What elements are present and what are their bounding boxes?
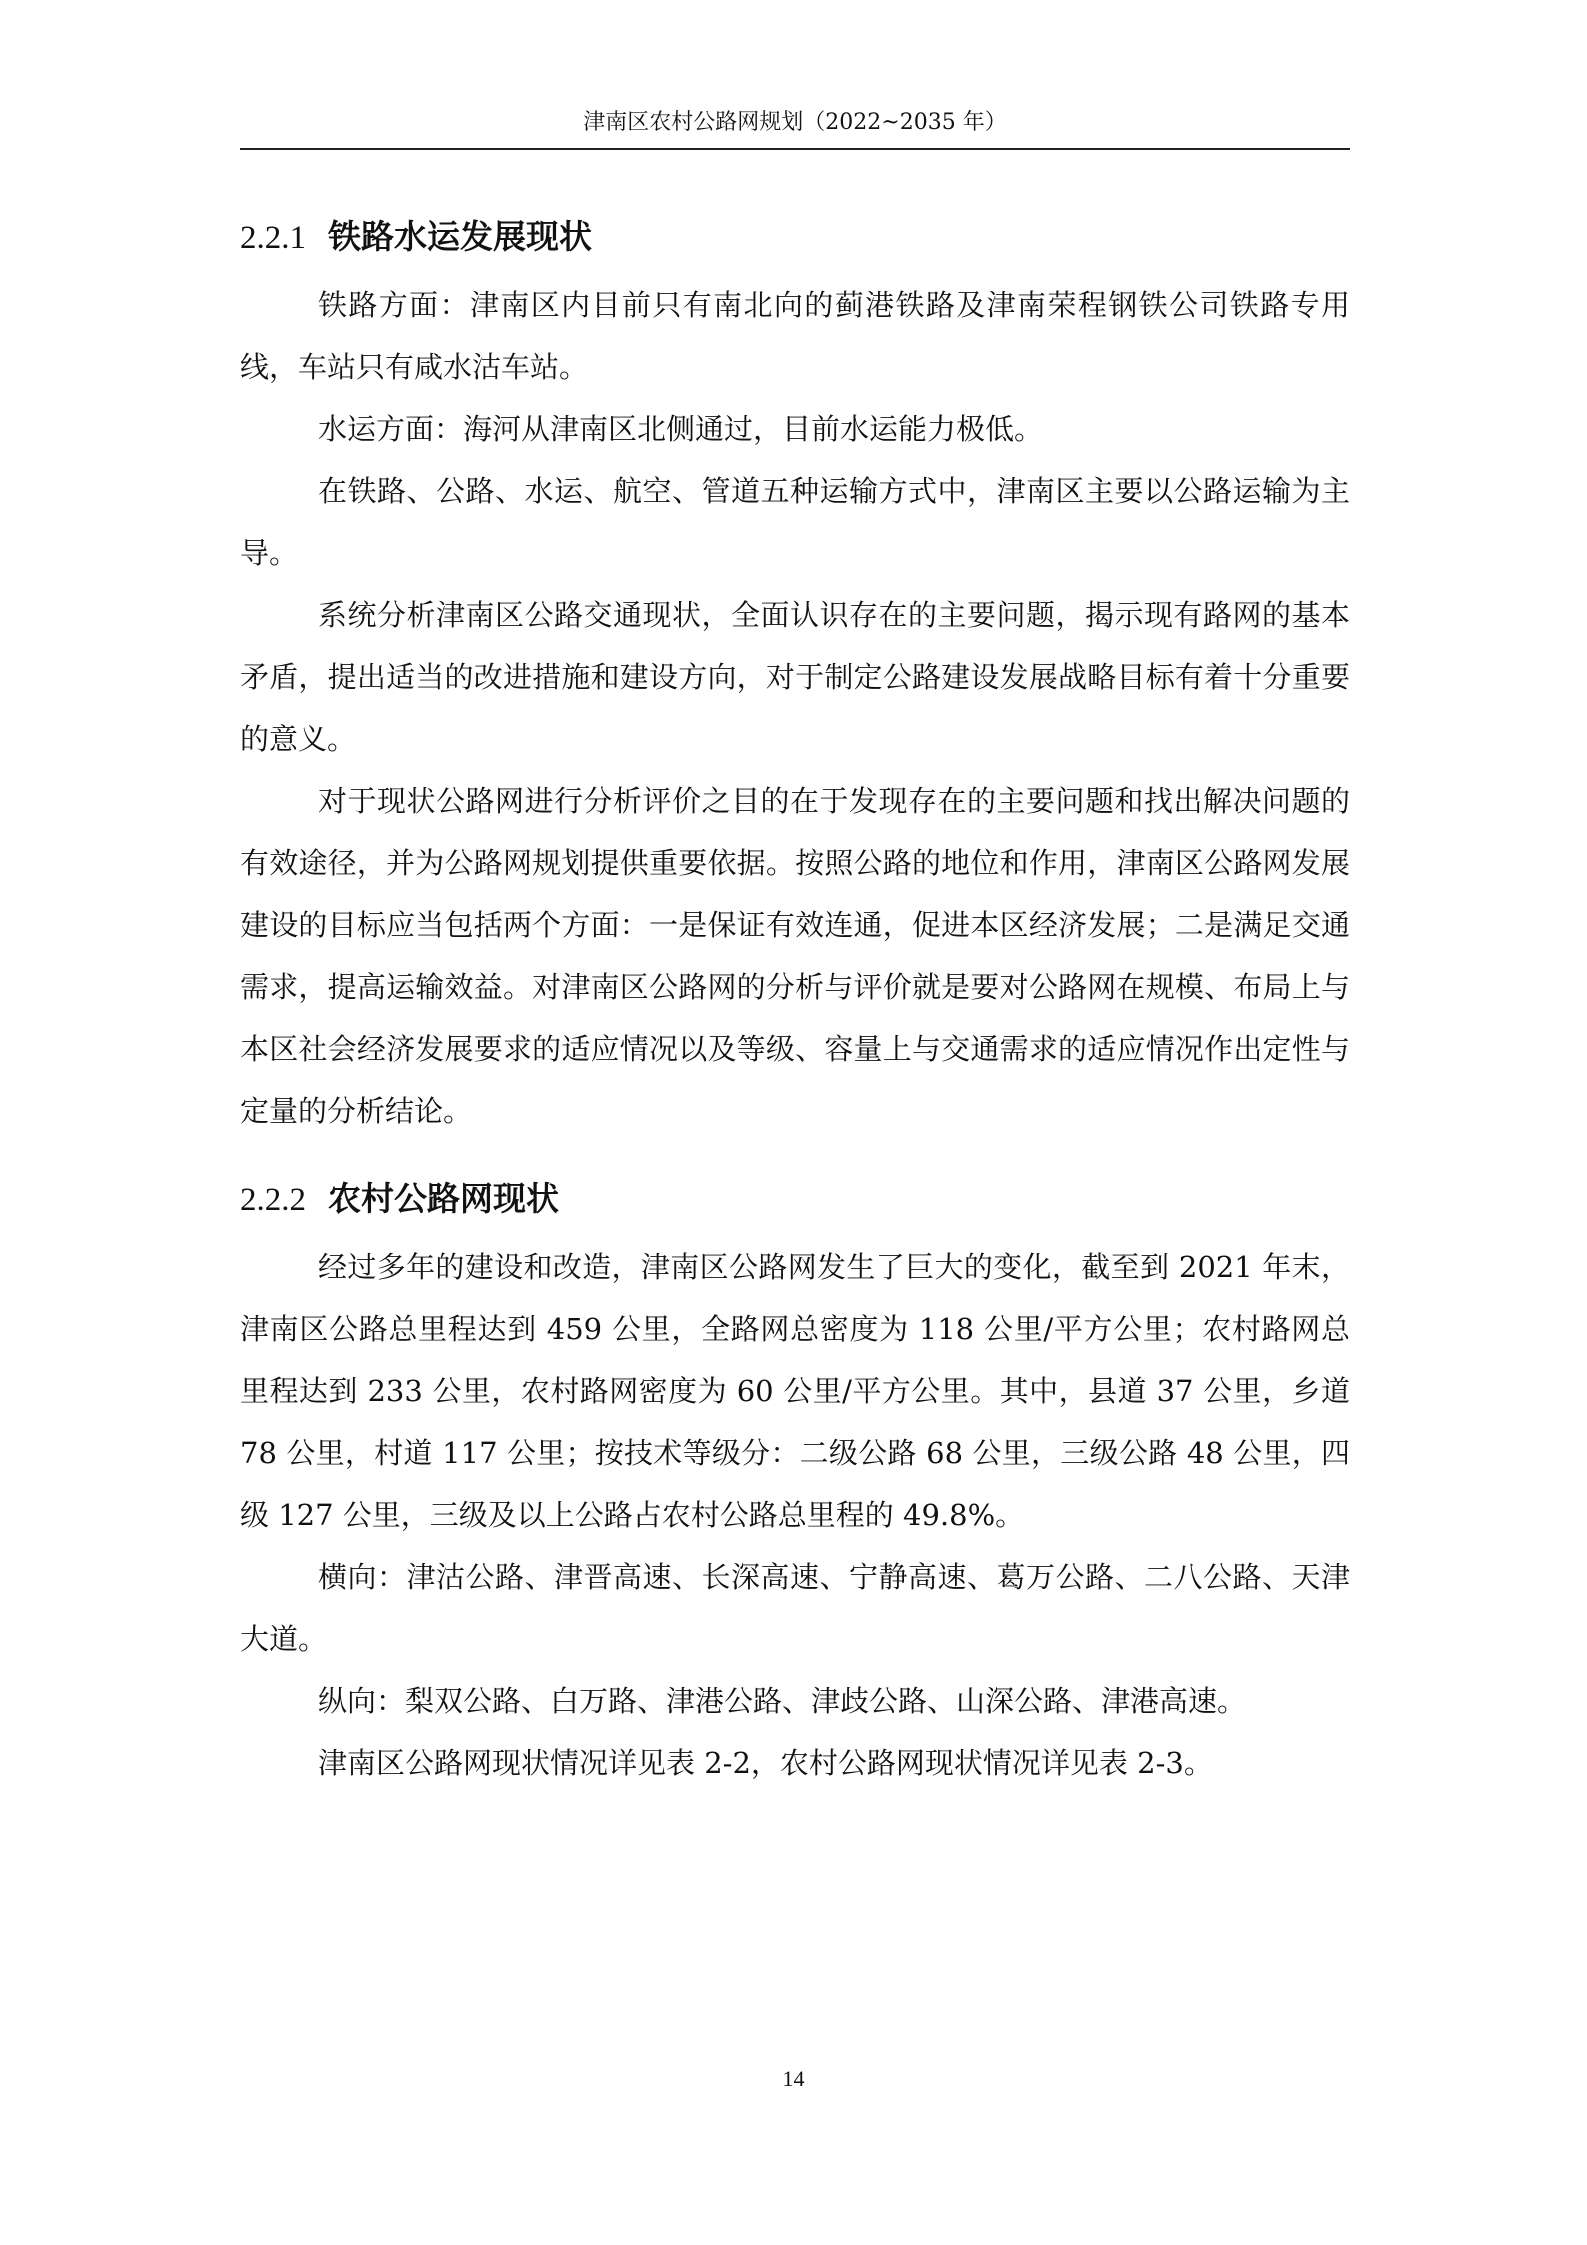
paragraph: 横向：津沽公路、津晋高速、长深高速、宁静高速、葛万公路、二八公路、天津大道。 [240,1560,1350,1656]
section-title: 农村公路网现状 [328,1179,559,1218]
document-body [240,200,1350,1794]
paragraph: 铁路方面：津南区内目前只有南北向的蓟港铁路及津南荣程钢铁公司铁路专用线，车站只有咸水沽车站。 [240,288,1350,384]
paragraph: 在铁路、公路、水运、航空、管道五种运输方式中，津南区主要以公路运输为主导。 [240,474,1350,570]
paragraph: 津南区公路网现状情况详见表 2-2，农村公路网现状情况详见表 2-3。 [318,1746,1213,1780]
paragraph: 对于现状公路网进行分析评价之目的在于发现存在的主要问题和找出解决问题的有效途径，并为公路网规划提供重要依据。按照公路的地位和作用，津南区公路网发展建设的目标应当包括两个方面：一是保证有效连通，促进本区经济发展；二是满足交通需求，提高运输效益。对津南区公路网的分析与评价就是要对公路网在规模、布局上与本区社会经济发展要求的适应情况以及等级、容量上与交通需求的适应情况作出定性与定量的分析结论。 [240,784,1350,1128]
section-title: 铁路水运发展现状 [328,217,592,256]
page-header [240,108,1350,150]
section-heading-2-2-2 [240,1162,1350,1236]
section-number: 2.2.1 [240,220,306,256]
paragraph: 水运方面：海河从津南区北侧通过，目前水运能力极低。 [318,412,1044,446]
section-heading-2-2-1 [240,200,1350,274]
paragraph: 纵向：梨双公路、白万路、津港公路、津歧公路、山深公路、津港高速。 [318,1684,1247,1718]
header-title: 津南区农村公路网规划（2022~2035 年） [583,110,1007,135]
paragraph: 系统分析津南区公路交通现状，全面认识存在的主要问题，揭示现有路网的基本矛盾，提出适当的改进措施和建设方向，对于制定公路建设发展战略目标有着十分重要的意义。 [240,598,1350,756]
page-number: 14 [782,2066,805,2091]
section-spacer [240,1142,1350,1162]
paragraph: 经过多年的建设和改造，津南区公路网发生了巨大的变化，截至到 2021 年末，津南区公路总里程达到 459 公里，全路网总密度为 118 公里/平方公里；农村路网总里程达到 233 公里，农村路网密度为 60 公里/平方公里。其中，县道 37 公里，乡道 78 公里，村道 117 公里；按技术等级分：二级公路 68 公里，三级公路 48 公里，四级 127 公里，三级及以上公路占农村公路总里程的 49.8%。 [240,1250,1350,1532]
section-number: 2.2.2 [240,1182,306,1218]
